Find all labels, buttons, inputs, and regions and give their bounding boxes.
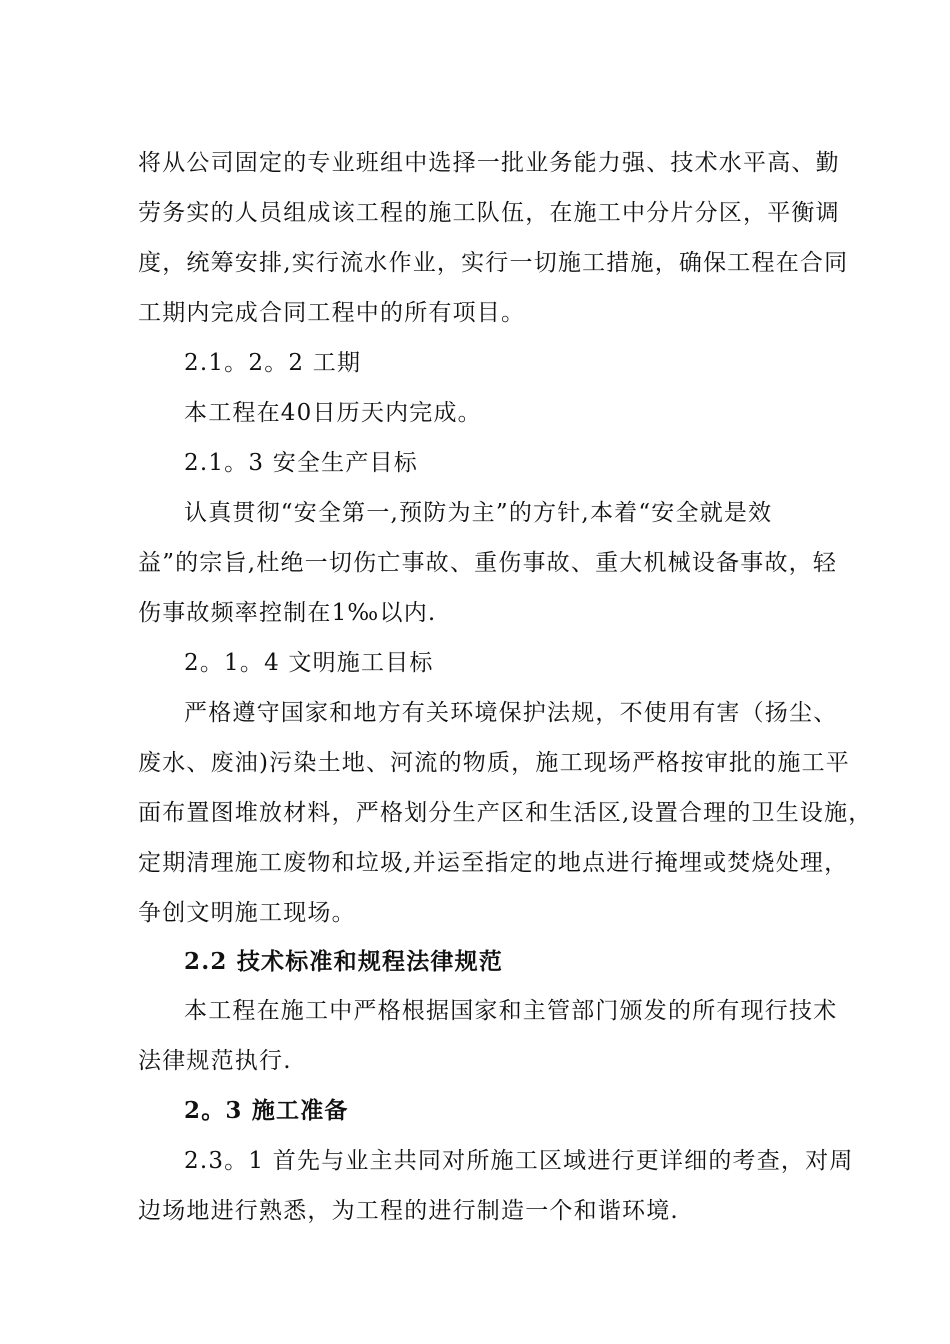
paragraph-line: 伤事故频率控制在1‰以内.	[138, 600, 437, 626]
paragraph-line: 认真贯彻“安全第一,预防为主”的方针,本着“安全就是效	[184, 500, 773, 526]
paragraph-line: 严格遵守国家和地方有关环境保护法规，不使用有害（扬尘、	[184, 700, 838, 726]
paragraph-line: 面布置图堆放材料，严格划分生产区和生活区,设置合理的卫生设施，	[138, 800, 873, 826]
paragraph-line: 边场地进行熟悉，为工程的进行制造一个和谐环境.	[138, 1198, 679, 1224]
paragraph-line: 废水、废油)污染土地、河流的物质，施工现场严格按审批的施工平	[138, 750, 850, 776]
section-title: 2。3 施工准备	[184, 1097, 349, 1124]
paragraph-line: 益”的宗旨,杜绝一切伤亡事故、重伤事故、重大机械设备事故，轻	[138, 550, 838, 576]
subsection-heading: 2。1。4 文明施工目标	[184, 650, 434, 676]
paragraph-line: 争创文明施工现场。	[138, 900, 356, 926]
paragraph-line: 定期清理施工废物和垃圾,并运至指定的地点进行掩埋或焚烧处理，	[138, 850, 849, 876]
paragraph-line: 本工程在40日历天内完成。	[184, 400, 482, 426]
paragraph-line: 将从公司固定的专业班组中选择一批业务能力强、技术水平高、勤	[138, 150, 840, 176]
paragraph-line: 本工程在施工中严格根据国家和主管部门颁发的所有现行技术	[184, 998, 838, 1024]
subsection-heading: 2.1。3 安全生产目标	[184, 450, 418, 476]
paragraph-line: 工期内完成合同工程中的所有项目。	[138, 300, 526, 326]
subsection-heading: 2.1。2。2 工期	[184, 350, 362, 376]
paragraph-line: 度，统筹安排,实行流水作业，实行一切施工措施，确保工程在合同	[138, 250, 849, 276]
paragraph-line: 2.3。1 首先与业主共同对所施工区域进行更详细的考查，对周	[184, 1148, 854, 1174]
paragraph-line: 劳务实的人员组成该工程的施工队伍，在施工中分片分区，平衡调	[138, 200, 840, 226]
paragraph-line: 法律规范执行.	[138, 1048, 292, 1074]
section-title: 2.2 技术标准和规程法律规范	[184, 948, 504, 975]
